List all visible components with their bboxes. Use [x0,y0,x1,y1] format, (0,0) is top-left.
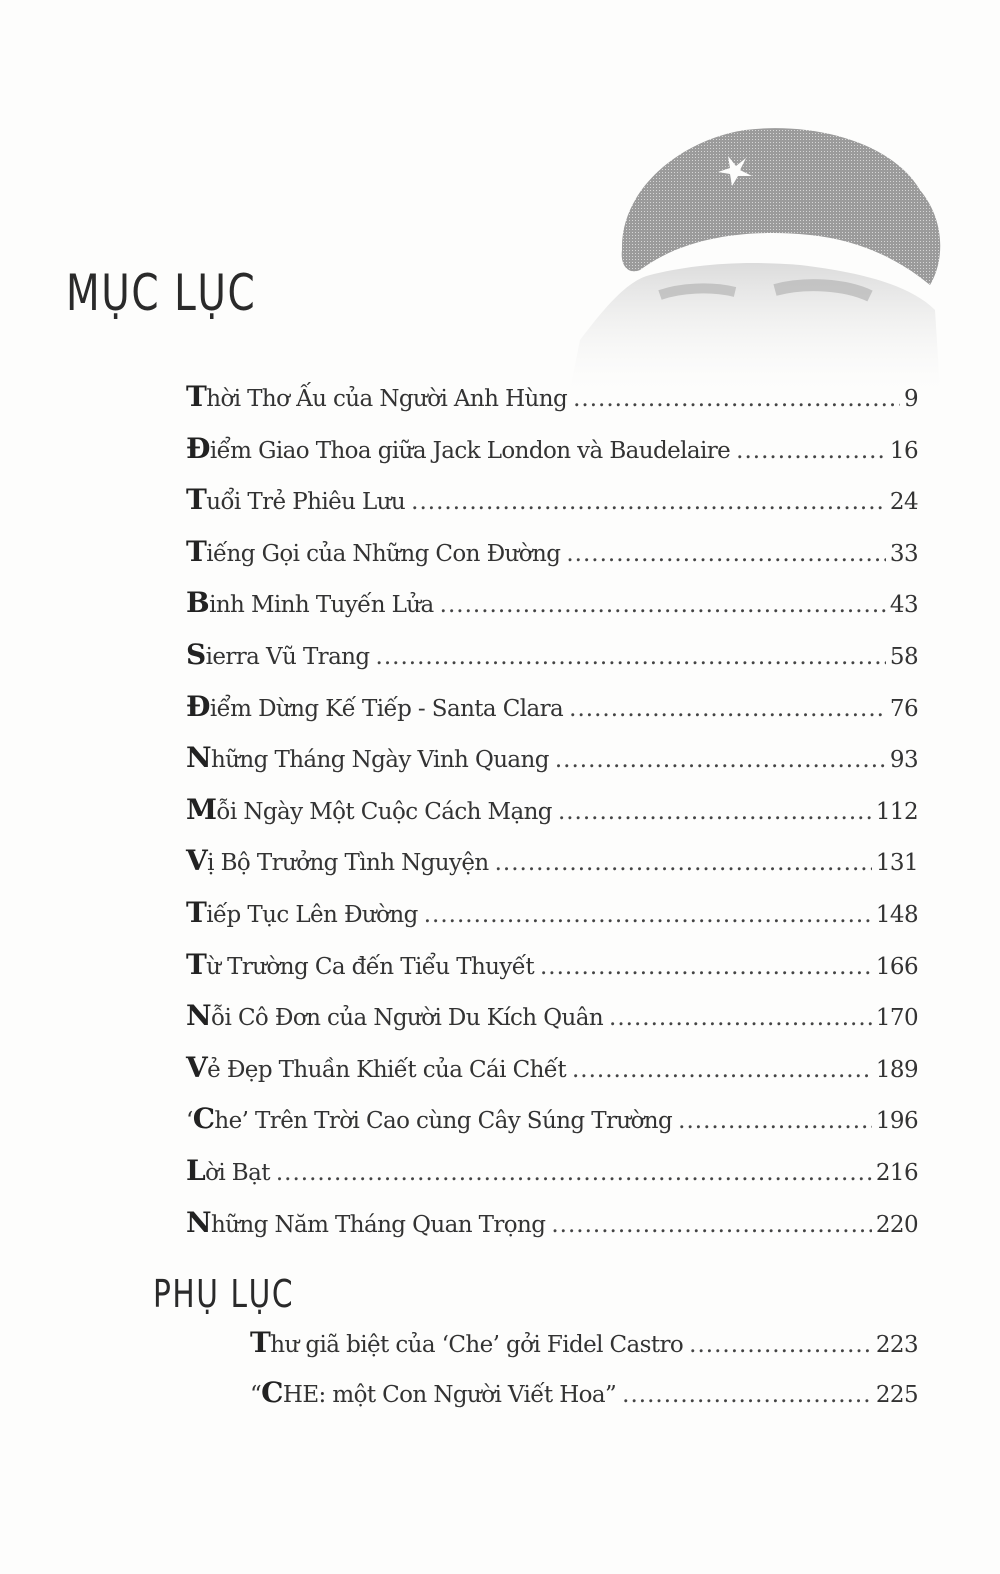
dot-leader [572,1057,872,1083]
drop-initial: V [186,844,208,878]
page-number: 166 [875,953,918,980]
toc-entry[interactable] [186,1154,918,1206]
page-number: 196 [875,1108,918,1135]
entry-title: iểm Giao Thoa giữa Jack London và Baudelaire [209,437,731,464]
toc-entry[interactable] [186,483,918,535]
toc-entry[interactable] [186,844,918,896]
dot-leader [689,1332,872,1358]
toc-entry[interactable] [186,896,918,948]
page-number: 225 [875,1382,918,1408]
toc-entry[interactable] [186,586,918,638]
dot-leader [376,644,886,670]
appendix-contents [250,1326,918,1426]
portrait-image [560,100,950,390]
page-title: MỤC LỤC [66,264,257,322]
toc-entry[interactable] [186,432,918,484]
toc-entry[interactable] [186,793,918,845]
dot-leader [609,1005,872,1031]
appendix-entry[interactable] [250,1376,918,1426]
entry-title: ierra Vũ Trang [205,643,370,670]
beret-shape [622,128,941,285]
drop-initial: B [186,586,210,620]
entry-title: ỗi Ngày Một Cuộc Cách Mạng [216,798,552,825]
entry-title: hững Tháng Ngày Vinh Quang [211,747,549,774]
toc-entry[interactable] [186,690,918,742]
dot-leader [678,1108,872,1134]
drop-initial: T [186,895,207,929]
entry-title: iếng Gọi của Những Con Đường [206,540,561,567]
dot-leader [736,438,886,464]
drop-initial: T [186,947,207,981]
toc-entry[interactable] [186,1206,918,1258]
appendix-entry[interactable] [250,1326,918,1376]
appendix-heading: PHỤ LỤC [153,1272,295,1316]
drop-initial: T [250,1326,271,1359]
page-number: 131 [875,850,918,877]
drop-initial: Đ [186,431,210,465]
toc-entry[interactable] [186,1051,918,1103]
toc-entry[interactable] [186,1102,918,1154]
toc-entry[interactable] [186,741,918,793]
page-number: 24 [889,489,918,516]
drop-initial: Đ [186,689,210,723]
drop-initial: C [192,1102,215,1136]
page-number: 148 [875,901,918,928]
entry-title: he’ Trên Trời Cao cùng Cây Súng Trường [214,1108,673,1135]
page-number: 58 [889,643,918,670]
entry-title: iếp Tục Lên Đường [206,901,418,928]
dot-leader [495,850,872,876]
page-number: 112 [875,798,918,825]
page-number: 93 [889,747,918,774]
dot-leader [555,747,886,773]
dot-leader [411,489,886,515]
entry-title: uổi Trẻ Phiêu Lưu [206,489,406,516]
entry-title: ời Bạt [205,1159,270,1186]
drop-initial: N [186,741,211,775]
drop-initial: N [186,1205,211,1239]
page-number: 9 [903,386,918,412]
dot-leader [558,799,872,825]
page-number: 33 [889,540,918,567]
drop-initial: L [186,1153,206,1187]
toc-entry[interactable] [186,948,918,1000]
page-number: 76 [889,695,918,722]
entry-title: hư giã biệt của ‘Che’ gởi Fidel Castro [270,1332,684,1358]
entry-title: ỗi Cô Đơn của Người Du Kích Quân [211,1005,604,1032]
dot-leader [440,592,886,618]
dot-leader [622,1382,872,1408]
entry-title: hững Năm Tháng Quan Trọng [211,1211,546,1238]
page-number: 43 [889,592,918,619]
page-number: 223 [875,1332,918,1358]
drop-initial: M [186,792,217,826]
entry-title: iểm Dừng Kế Tiếp - Santa Clara [209,695,564,722]
drop-initial: T [186,380,207,413]
toc-entry[interactable] [186,638,918,690]
opening-quote: ‘ [186,1108,193,1135]
page-number: 220 [875,1211,918,1238]
entry-title: ẻ Đẹp Thuần Khiết của Cái Chết [207,1056,566,1083]
page-number: 216 [875,1159,918,1186]
entry-title: HE: một Con Người Viết Hoa” [282,1382,617,1408]
page-number: 170 [875,1005,918,1032]
toc-entry[interactable] [186,380,918,432]
dot-leader [540,954,872,980]
dot-leader [424,902,872,928]
drop-initial: T [186,483,207,517]
dot-leader [569,696,886,722]
toc-entry[interactable] [186,535,918,587]
drop-initial: N [186,999,211,1033]
drop-initial: S [186,637,206,671]
dot-leader [551,1212,872,1238]
dot-leader [573,386,900,412]
entry-title: inh Minh Tuyến Lửa [209,592,434,619]
page-number: 189 [875,1056,918,1083]
page-number: 16 [889,437,918,464]
opening-quote: “ [250,1382,262,1408]
drop-initial: V [186,1050,208,1084]
toc-entry[interactable] [186,999,918,1051]
entry-title: ị Bộ Trưởng Tình Nguyện [207,850,489,877]
face-shadow [570,263,940,390]
table-of-contents [186,380,918,1257]
drop-initial: C [261,1376,283,1409]
drop-initial: T [186,534,207,568]
dot-leader [276,1160,872,1186]
entry-title: hời Thơ Ấu của Người Anh Hùng [206,386,568,412]
dot-leader [566,541,886,567]
entry-title: ừ Trường Ca đến Tiểu Thuyết [206,953,534,980]
